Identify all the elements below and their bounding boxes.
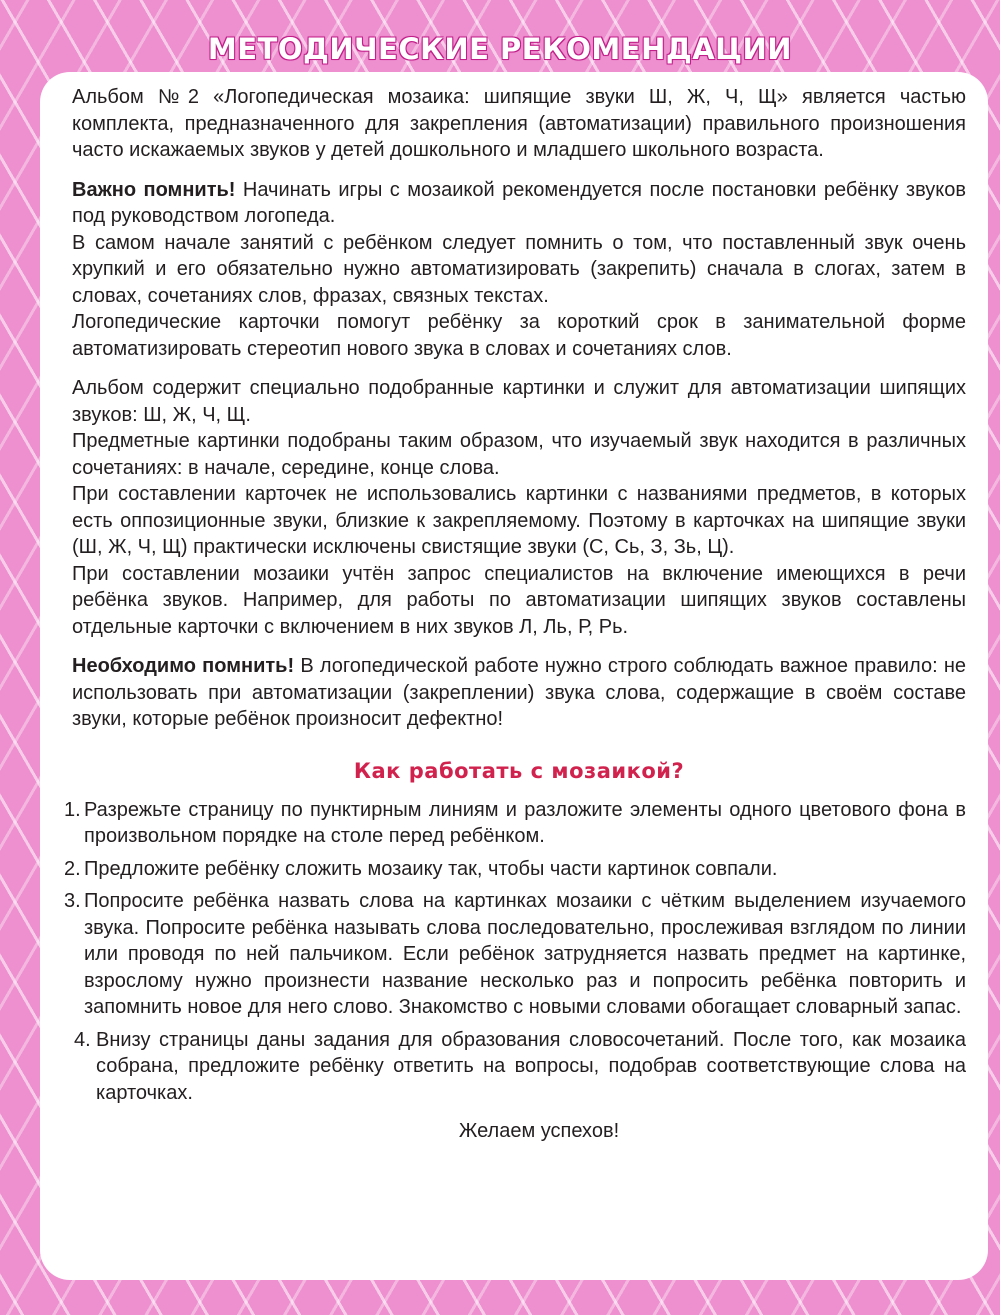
intro-paragraph-cards: Логопедические карточки помогут ребёнку за короткий срок в занимательной форме автоматизировать стереотип нового звука в словах и сочетаниях слов. — [72, 311, 966, 360]
intro-paragraph-opposition: При составлении карточек не использовались картинки с названиями предметов, в которых есть оппозиционные звуки, близкие к закрепляемому. Поэтому в карточках на шипящие звуки (Ш, Ж, Ч, Щ) практически исключены свистящие звуки (С, Сь, З, Зь, Ц). — [72, 483, 966, 558]
closing-wish: Желаем успехов! — [458, 1120, 620, 1142]
important-text: Начинать игры с мозаикой рекомендуется после постановки ребёнку звуков под руководством логопеда. — [72, 178, 966, 227]
list-item — [64, 888, 966, 1021]
important-label: Важно помнить! — [72, 178, 236, 201]
step-number: 1. — [64, 798, 81, 821]
content-card — [40, 72, 988, 1280]
step-text: Разрежьте страницу по пунктирным линиям и разложите элементы одного цветового фона в произвольном порядке на столе перед ребёнком. — [84, 798, 966, 847]
step-text: Внизу страницы даны задания для образования словосочетаний. После того, как мозаика собрана, предложите ребёнку ответить на вопросы, подобрав соответствующие слова на карточках. — [96, 1028, 966, 1104]
necessary-text: В логопедической работе нужно строго соблюдать важное правило: не использовать при автоматизации (закреплении) звука слова, содержащие в своём составе звуки, которые ребёнок произносит дефектно! — [72, 655, 966, 730]
step-text: Предложите ребёнку сложить мозаику так, чтобы части картинок совпали. — [84, 857, 778, 880]
list-item — [64, 797, 966, 850]
intro-paragraph-album: Альбом №2 «Логопедическая мозаика: шипящие звуки Ш, Ж, Ч, Щ» является частью комплекта, предназначенного для закрепления (автоматизации) правильного произношения часто искажаемых звуков у детей дошкольного и младшего школьного возраста. — [72, 86, 966, 161]
step-number: 3. — [64, 890, 81, 912]
step-text: Попросите ребёнка назвать слова на картинках мозаики с чётким выделением изучаемого звука. Попросите ребёнка называть слова последовательно, прослеживая взглядом по линии или проводя по ней пальчиком. Если ребёнок затрудняется назвать предмет на картинке, взрослому нужно произнести название несколько раз и попросить ребёнка повторить и запомнить новое для него слово. Знакомство с новыми словами обогащает словарный запас. — [84, 890, 966, 1018]
intro-paragraph-necessary — [72, 653, 966, 733]
page-title: МЕТОДИЧЕСКИЕ РЕКОМЕНДАЦИИ — [207, 32, 793, 66]
intro-paragraph-request: При составлении мозаики учтён запрос специалистов на включение имеющихся в речи ребёнка звуков. Например, для работы по автоматизации шипящих звуков составлены отдельные карточки с включением в них звуков Л, Ль, Р, Рь. — [72, 562, 966, 638]
intro-paragraph-important — [72, 177, 966, 230]
necessary-label: Необходимо помнить! — [72, 655, 295, 677]
list-item — [72, 1027, 966, 1107]
intro-paragraph-album-content: Альбом содержит специально подобранные картинки и служит для автоматизации шипящих звуков: Ш, Ж, Ч, Щ. — [72, 377, 966, 426]
step-number: 2. — [64, 857, 81, 880]
list-item — [64, 856, 966, 883]
steps-list — [64, 797, 966, 1107]
intro-paragraph-fragile-sound: В самом начале занятий с ребёнком следует помнить о том, что поставленный звук очень хрупкий и его обязательно нужно автоматизировать (закрепить) сначала в слогах, затем в словах, сочетаниях слов, фразах, связных текстах. — [72, 231, 966, 307]
how-to-title: Как работать с мозаикой? — [353, 758, 685, 783]
intro-paragraph-pictures: Предметные картинки подобраны таким образом, что изучаемый звук находится в различных сочетаниях: в начале, середине, конце слова. — [72, 430, 966, 479]
step-number: 4. — [74, 1028, 91, 1051]
